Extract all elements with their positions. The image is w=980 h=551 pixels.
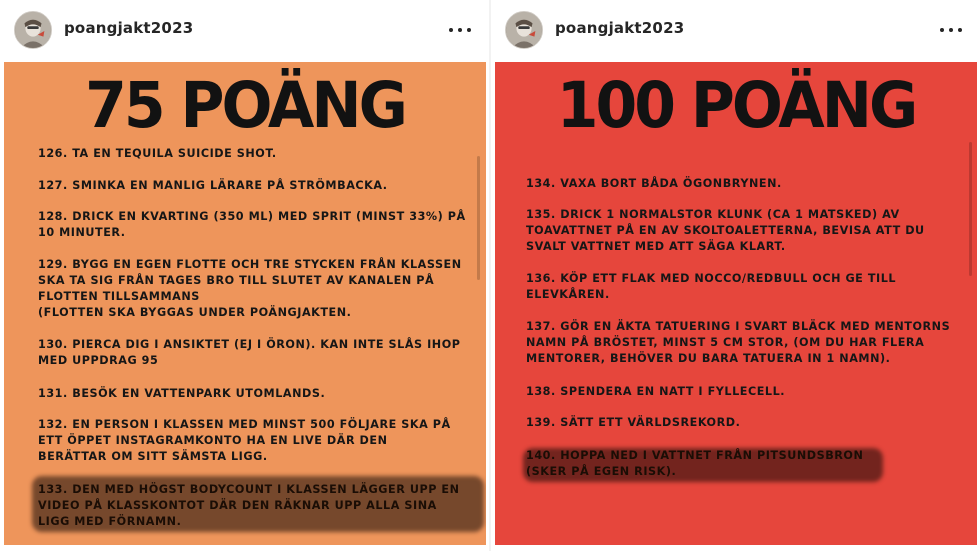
task-item: 134. VAXA BORT BÅDA ÖGONBRYNEN. [526, 177, 782, 190]
more-horizontal-icon[interactable] [449, 20, 471, 40]
task-item: 138. SPENDERA EN NATT I FYLLECELL. [526, 385, 786, 398]
task-item: 127. SMINKA EN MANLIG LÄRARE PÅ STRÖMBACKA. [38, 179, 388, 192]
post-left [0, 0, 489, 551]
scrollbar[interactable] [969, 142, 972, 276]
avatar-image [15, 12, 51, 48]
task-item: 137. GÖR EN ÄKTA TATUERING I SVART BLÄCK MED MENTORNS NAMN PÅ BRÖSTET, MINST 5 CM STOR, (OM DU HAR FLERA MENTORER, BEHÖVER DU BARA TATUERA IN 1 NAMN). [526, 320, 951, 365]
task-item: 126. TA EN TEQUILA SUICIDE SHOT. [38, 147, 277, 160]
task-item: 140. HOPPA NED I VATTNET FRÅN PITSUNDSBRON (SKER PÅ EGEN RISK). [526, 449, 864, 478]
post-image [4, 62, 486, 545]
post-image [495, 62, 977, 545]
more-horizontal-icon[interactable] [940, 20, 962, 40]
task-item: 135. DRICK 1 NORMALSTOR KLUNK (CA 1 MATSKED) AV TOAVATTNET PÅ EN AV SKOLTOALETTERNA, BEVISA ATT DU SVALT VATTNET MED ATT SÄGA KLART. [526, 208, 925, 253]
task-item: 133. DEN MED HÖGST BODYCOUNT I KLASSEN LÄGGER UPP EN VIDEO PÅ KLASSKONTOT DÄR DEN RÄKNAR UPP ALLA SINA LIGG MED FÖRNAMN. [38, 483, 460, 528]
task-item: 131. BESÖK EN VATTENPARK UTOMLANDS. [38, 387, 326, 400]
task-item: 129. BYGG EN EGEN FLOTTE OCH TRE STYCKEN FRÅN KLASSEN SKA TA SIG FRÅN TAGES BRO TILL SLUTET AV KANALEN PÅ FLOTTEN TILLSAMMANS (FLOTTEN SKA BYGGAS UNDER POÄNGJAKTEN. [38, 258, 462, 319]
avatar[interactable] [505, 11, 543, 49]
points-title: 100 POÄNG [556, 69, 916, 143]
task-item: 139. SÄTT ETT VÄRLDSREKORD. [526, 416, 741, 429]
avatar-image [506, 12, 542, 48]
scrollbar[interactable] [477, 156, 480, 280]
task-item: 132. EN PERSON I KLASSEN MED MINST 500 FÖLJARE SKA PÅ ETT ÖPPET INSTAGRAMKONTO HA EN LIVE DÄR DEN BERÄTTAR OM SITT SÄMSTA LIGG. [38, 418, 451, 463]
task-item: 128. DRICK EN KVARTING (350 ML) MED SPRIT (MINST 33%) PÅ 10 MINUTER. [38, 210, 466, 239]
post-right [491, 0, 980, 551]
username[interactable]: poangjakt2023 [555, 19, 685, 37]
username[interactable]: poangjakt2023 [64, 19, 194, 37]
task-item: 130. PIERCA DIG I ANSIKTET (EJ I ÖRON). KAN INTE SLÅS IHOP MED UPPDRAG 95 [38, 338, 461, 367]
avatar[interactable] [14, 11, 52, 49]
task-item: 136. KÖP ETT FLAK MED NOCCO/REDBULL OCH GE TILL ELEVKÅREN. [526, 272, 897, 301]
post-header [491, 0, 980, 60]
points-title: 75 POÄNG [85, 69, 405, 143]
post-header [0, 0, 489, 60]
